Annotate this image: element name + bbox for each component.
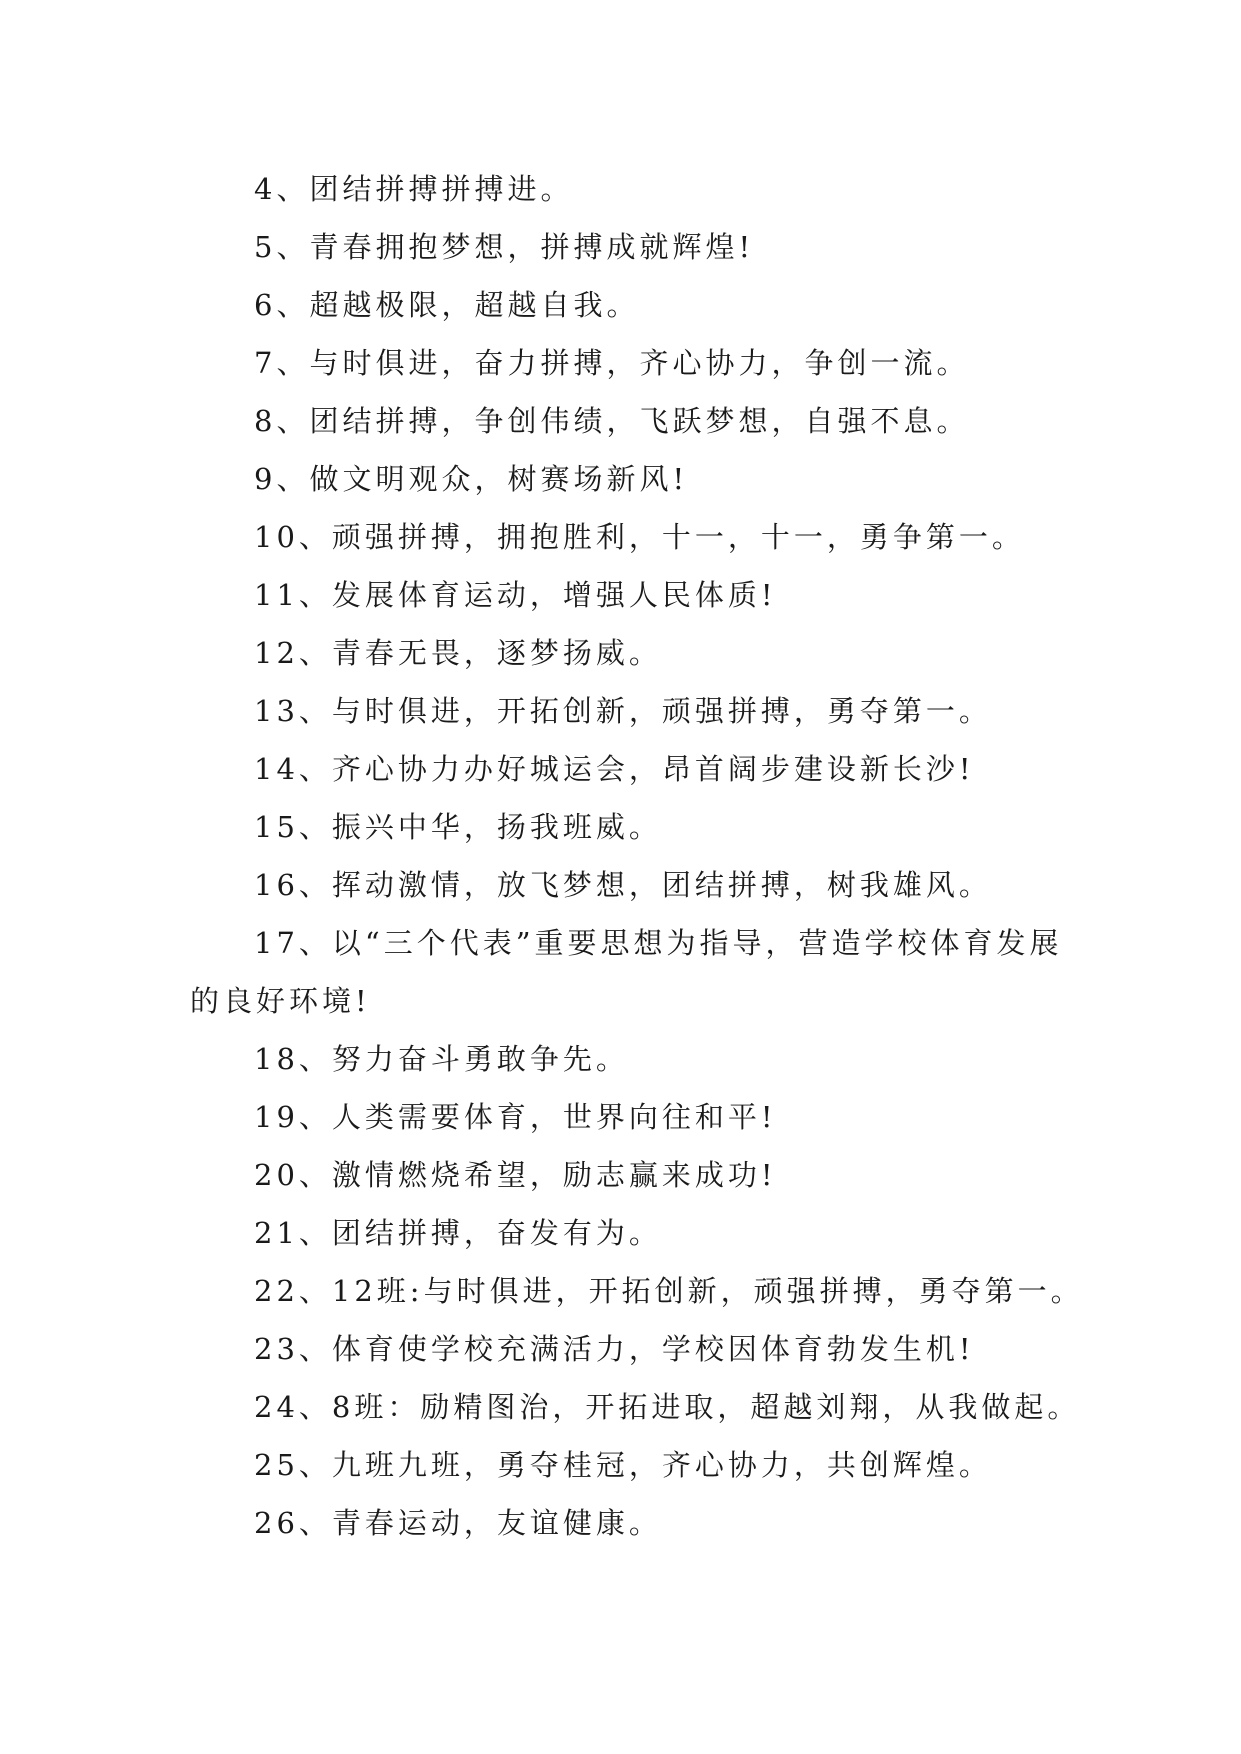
slogan-item: 7、与时俱进，奋力拼搏，齐心协力，争创一流。: [254, 346, 970, 380]
slogan-item: 4、团结拼搏拼搏进。: [254, 172, 574, 206]
slogan-item: 19、人类需要体育，世界向往和平!: [254, 1100, 777, 1134]
slogan-item: 24、8班：励精图治，开拓进取，超越刘翔，从我做起。: [254, 1390, 1081, 1424]
slogan-item: 9、做文明观众，树赛场新风!: [254, 462, 689, 496]
slogan-item: 26、青春运动，友谊健康。: [254, 1506, 662, 1540]
slogan-item: 10、顽强拼搏，拥抱胜利，十一，十一，勇争第一。: [254, 520, 1025, 554]
slogan-item: 13、与时俱进，开拓创新，顽强拼搏，勇夺第一。: [254, 694, 992, 728]
slogan-item: 8、团结拼搏，争创伟绩，飞跃梦想，自强不息。: [254, 404, 970, 438]
slogan-item: 12、青春无畏，逐梦扬威。: [254, 636, 662, 670]
slogan-item: 22、12班:与时俱进，开拓创新，顽强拼搏，勇夺第一。: [254, 1274, 1084, 1308]
slogan-item: 20、激情燃烧希望，励志赢来成功!: [254, 1158, 777, 1192]
slogan-item: 18、努力奋斗勇敢争先。: [254, 1042, 629, 1076]
slogan-item: 15、振兴中华，扬我班威。: [254, 810, 662, 844]
slogan-list: [190, 160, 1090, 1552]
slogan-item: 5、青春拥抱梦想，拼搏成就辉煌!: [254, 230, 755, 264]
slogan-item: 21、团结拼搏，奋发有为。: [254, 1216, 662, 1250]
slogan-item: 6、超越极限，超越自我。: [254, 288, 640, 322]
slogan-item: 11、发展体育运动，增强人民体质!: [254, 578, 777, 612]
slogan-item: 23、体育使学校充满活力，学校因体育勃发生机!: [254, 1332, 975, 1366]
slogan-item: 25、九班九班，勇夺桂冠，齐心协力，共创辉煌。: [254, 1448, 992, 1482]
slogan-item: 17、以“三个代表”重要思想为指导，营造学校体育发展的良好环境!: [190, 926, 1063, 1018]
slogan-item: 16、挥动激情，放飞梦想，团结拼搏，树我雄风。: [254, 868, 992, 902]
slogan-item: 14、齐心协力办好城运会，昂首阔步建设新长沙!: [254, 752, 975, 786]
